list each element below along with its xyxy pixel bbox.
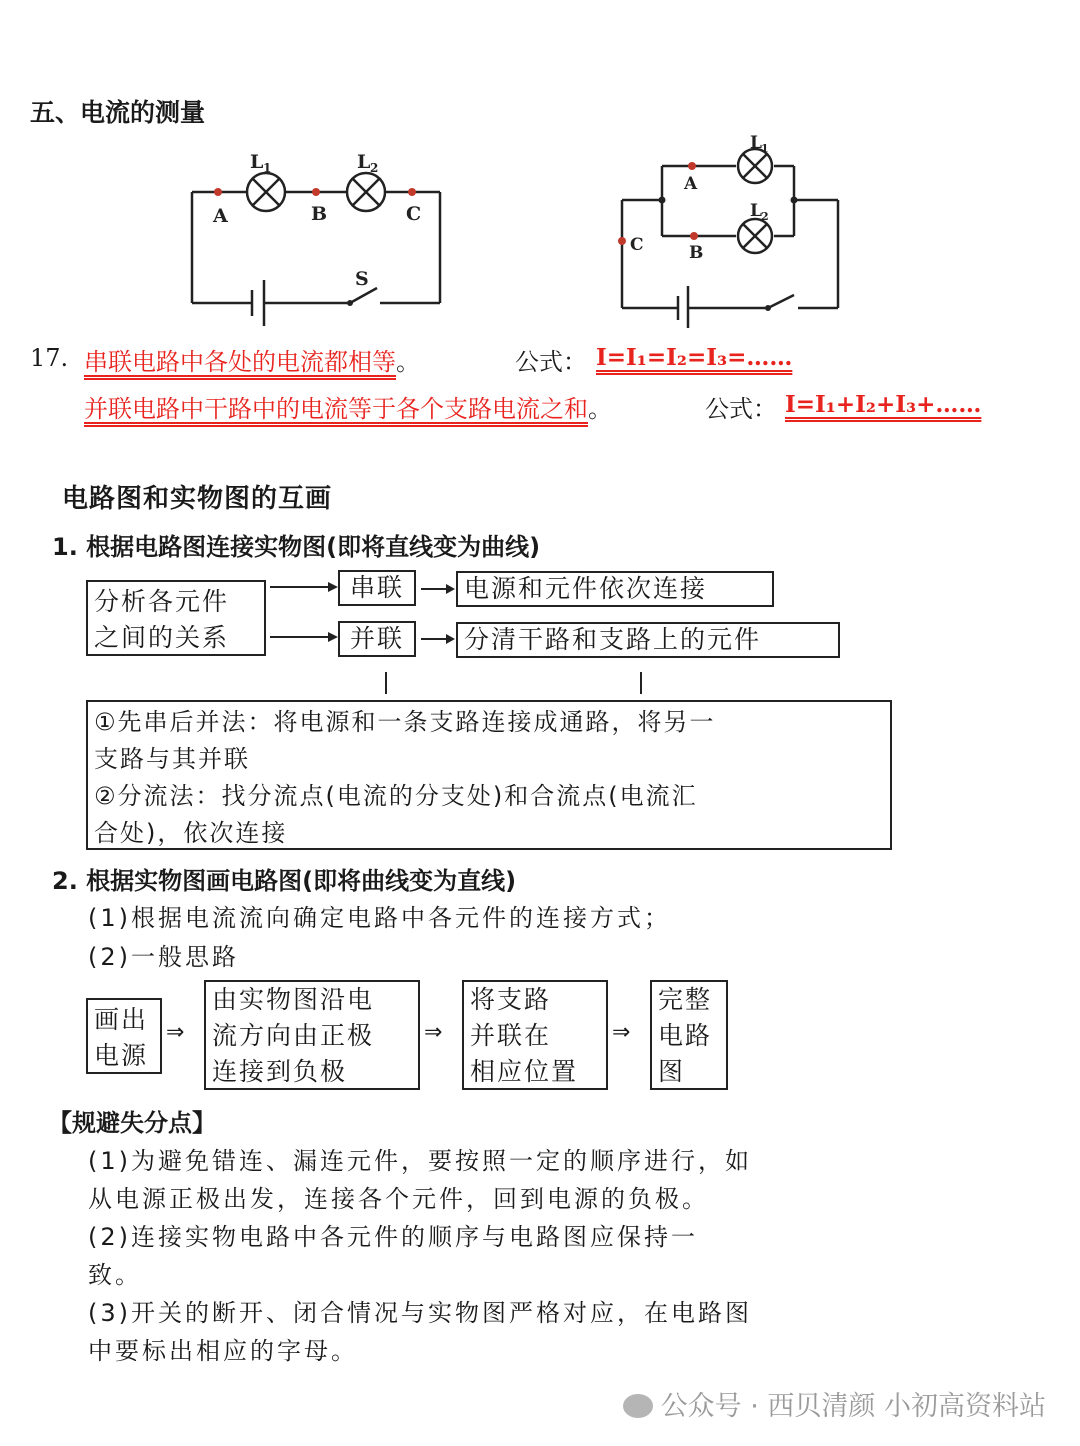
box1-line2: 电源: [94, 1041, 149, 1070]
analyze-line2: 之间的关系: [94, 623, 230, 652]
part1-heading: 1. 根据电路图连接实物图(即将直线变为曲线): [52, 533, 541, 561]
flow-arrow: ⇒: [424, 1020, 443, 1045]
label-l2-sub: 2: [370, 161, 379, 175]
point-c-marker: [618, 237, 626, 245]
label-b: B: [311, 203, 328, 225]
series-rule-end: 。: [396, 348, 420, 376]
label-l: L: [357, 151, 371, 173]
series-rule-line: [84, 342, 420, 377]
drawing-title: 电路图和实物图的互画: [62, 484, 333, 514]
part2-heading: 2. 根据实物图画电路图(即将曲线变为直线): [52, 867, 517, 895]
label-l: L: [750, 201, 762, 221]
wechat-icon: [623, 1394, 653, 1418]
method1-line1: ①先串后并法：将电源和一条支路连接成通路，将另一: [94, 708, 716, 736]
method1-line2: 支路与其并联: [94, 745, 250, 773]
pitfall3-line1: (3)开关的断开、闭合情况与实物图严格对应，在电路图: [88, 1299, 752, 1327]
watermark-text: 公众号 · 西贝清颜 小初高资料站: [660, 1391, 1046, 1422]
flow-arrow: ⇒: [166, 1020, 185, 1045]
series-rule: 串联电路中各处的电流都相等: [84, 348, 396, 376]
box3-line1: 将支路: [470, 985, 552, 1014]
formula-label: 公式：: [705, 395, 777, 423]
method2-line1: ②分流法：找分流点(电流的分支处)和合流点(电流汇: [94, 782, 698, 810]
section-heading: 五、电流的测量: [30, 98, 206, 127]
pitfall2-line2: 致。: [88, 1261, 142, 1289]
series-result-box: 电源和元件依次连接: [456, 571, 774, 607]
series-formula: I=I₁=I₂=I₃=……: [596, 344, 793, 371]
parallel-formula: I=I₁+I₂+I₃+……: [785, 391, 982, 418]
point-b-marker: [312, 188, 320, 196]
label-l: L: [750, 133, 762, 153]
result-arrows: [418, 570, 458, 660]
parallel-result-box: 分清干路和支路上的元件: [456, 622, 840, 658]
label-c: C: [630, 235, 644, 255]
pitfall1-line1: (1)为避免错连、漏连元件，要按照一定的顺序进行，如: [88, 1147, 752, 1175]
part2-step2: (2)一般思路: [88, 943, 239, 971]
analyze-line1: 分析各元件: [94, 587, 230, 616]
box4-line3: 图: [658, 1057, 686, 1086]
parallel-rule: 并联电路中干路中的电流等于各个支路电流之和: [84, 395, 588, 423]
parallel-circuit-diagram: [610, 128, 850, 328]
methods-box: [86, 700, 892, 850]
box1-line1: 画出: [94, 1005, 149, 1034]
label-s: S: [355, 268, 369, 290]
box3-line2: 并联在: [470, 1021, 552, 1050]
label-l1-sub: 1: [761, 142, 769, 155]
connector-line: [385, 672, 387, 694]
label-a: A: [213, 205, 228, 227]
item-number: 17.: [30, 344, 69, 372]
pitfalls-heading: 【规避失分点】: [48, 1109, 216, 1137]
label-l1-sub: 1: [263, 161, 272, 175]
point-a-marker: [214, 188, 222, 196]
pitfall3-line2: 中要标出相应的字母。: [88, 1337, 358, 1365]
box3-line3: 相应位置: [470, 1057, 579, 1086]
connector-line: [640, 672, 642, 694]
pitfall2-line1: (2)连接实物电路中各元件的顺序与电路图应保持一: [88, 1223, 698, 1251]
series-box: 串联: [338, 570, 416, 606]
formula-label: 公式：: [515, 348, 587, 376]
box4-line2: 电路: [658, 1021, 713, 1050]
label-a: A: [684, 174, 698, 194]
label-c: C: [406, 203, 422, 225]
series-circuit-diagram: [180, 140, 460, 340]
box2-line3: 连接到负极: [212, 1057, 348, 1086]
label-l: L: [250, 151, 264, 173]
box2-line1: 由实物图沿电: [212, 985, 375, 1014]
point-b-marker: [690, 232, 698, 240]
flow-arrow: ⇒: [612, 1020, 631, 1045]
analyze-box: [86, 580, 266, 656]
box4-line1: 完整: [658, 985, 713, 1014]
part2-step1: (1)根据电流流向确定电路中各元件的连接方式；: [88, 904, 671, 932]
method2-line2: 合处)，依次连接: [94, 819, 288, 847]
flow-box-complete: [650, 980, 728, 1090]
parallel-rule-end: 。: [588, 395, 612, 423]
point-c-marker: [408, 188, 416, 196]
branch-arrows: [266, 570, 346, 660]
box2-line2: 流方向由正极: [212, 1021, 375, 1050]
pitfall1-line2: 从电源正极出发，连接各个元件，回到电源的负极。: [88, 1185, 709, 1213]
flow-box-draw-source: [86, 998, 162, 1074]
watermark: [623, 1384, 1046, 1423]
parallel-box: 并联: [338, 621, 416, 657]
label-l2-sub: 2: [761, 210, 769, 223]
flow-box-branches: [462, 980, 608, 1090]
label-b: B: [689, 243, 704, 263]
pitfalls-list: [88, 1142, 752, 1370]
flow-box-connect: [204, 980, 420, 1090]
parallel-rule-line: [84, 389, 612, 424]
point-a-marker: [688, 162, 696, 170]
